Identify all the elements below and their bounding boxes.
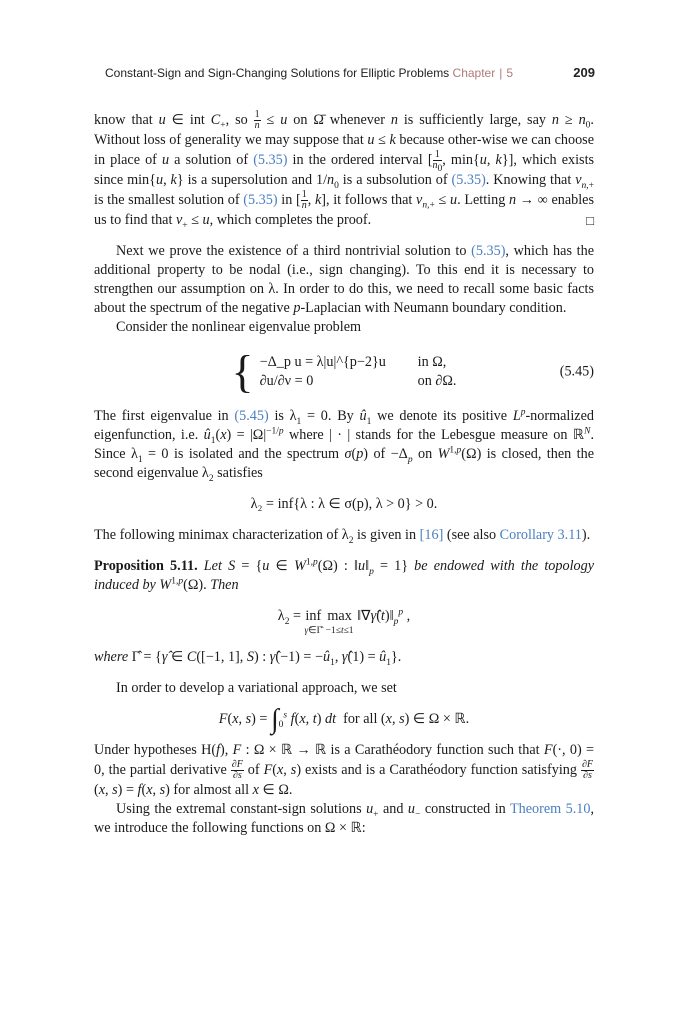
book-title: Constant-Sign and Sign-Changing Solutions for Elliptic Problems bbox=[105, 66, 450, 80]
link-eq-5-35[interactable]: (5.35) bbox=[253, 151, 288, 168]
chapter-label: Chapter bbox=[452, 66, 496, 80]
paragraph-consider: Consider the nonlinear eigenvalue problem bbox=[116, 319, 362, 335]
paragraph-third-solution: Next we prove the existence of a third nontrivial solution to (5.35), which has the additional property to be nodal (i.e., sign changing). To this end it is necessary to strengthen our assumption on λ. In order to do this, we need to recall some basic facts about the spectrum of the negative p-Laplacian with Neumann boundary condition. bbox=[94, 243, 595, 316]
link-corollary-3-11[interactable]: Corollary 3.11 bbox=[499, 527, 582, 543]
chapter-number: 5 bbox=[506, 66, 514, 80]
eq-row2-rhs: on ∂Ω. bbox=[417, 373, 457, 389]
eq-row1-rhs: in Ω, bbox=[417, 354, 447, 370]
page-body bbox=[94, 110, 594, 838]
equation-lambda2-minimax: $\lambda_2$ = inf γ̂∈Γ̂ max −1≤t≤1 $‖\nabla\gammâ(t)‖_p^p$ , bbox=[277, 607, 411, 636]
paragraph-minimax-intro: The following minimax characterization of $\lambda_2$ is given in [16] (see also Corollary 3.11). bbox=[94, 527, 591, 546]
proposition-label: Proposition 5.11. bbox=[94, 558, 198, 574]
qed-symbol: □ bbox=[586, 213, 594, 228]
link-eq-5-35[interactable]: (5.35) bbox=[471, 243, 506, 259]
paragraph-proof-end: know that u ∈ int $C_+$, so $\frac{1}{n}$ ≤ u on Ω̄ whenever n is sufficiently large, say $n \ge n_0$. Without loss of generality we may suppose that u ≤ k because other-wise we can choose in place of u a solution of (5.35) in the ordered interval [ $\frac{1}{n_0}$ , min{u, k}], which exists since min{u, k} is a supersolution and $1/n_0$ is a subsolution of (5.35). Knowing that $v_{n,+}$ is the smallest solution of (5.35) in [ $\frac{1}{n}$ , k], it follows that $v_{n,+} \le u$. Letting n → ∞ enables us to find that $v_+ \le u$, which completes the proof. □ bbox=[94, 109, 595, 231]
eq-row1-lhs: −Δ_p u = λ|u|^{p−2}u bbox=[259, 354, 386, 370]
left-brace: { bbox=[231, 346, 254, 397]
page-number: 209 bbox=[573, 65, 595, 80]
equation-lambda2-def: λ₂ = inf{λ : λ ∈ σ(p), λ > 0} > 0. bbox=[250, 496, 438, 512]
header-separator: | bbox=[499, 66, 503, 80]
header-title bbox=[105, 66, 513, 80]
link-theorem-5-10[interactable]: Theorem 5.10 bbox=[509, 801, 591, 818]
equation-number: (5.45) bbox=[559, 363, 594, 380]
paragraph-variational: In order to develop a variational approach, we set bbox=[116, 680, 397, 696]
link-eq-5-45[interactable]: (5.45) bbox=[234, 408, 269, 424]
equation-5-45 bbox=[94, 346, 594, 397]
paragraph-extremal: Using the extremal constant-sign solutions $u_+$ and $u_-$ constructed in Theorem 5.10, we introduce the following functions on Ω × ℝ: bbox=[94, 801, 594, 837]
equation-F-def: F(x, $s) = \int_0^s$ f(x, t) dt for all (x, s) ∈ Ω × ℝ. bbox=[218, 704, 470, 736]
proposition-5-11: Proposition 5.11. Let S = {u ∈ W$^{1,p}$(Ω) : $‖u‖_p = 1$} be endowed with the topology induced by W$^{1,p}$(Ω). Then bbox=[94, 557, 595, 593]
running-header bbox=[105, 64, 595, 84]
paragraph-hypotheses: Under hypotheses H(f), F : Ω × ℝ → ℝ is a Carathéodory function such that F(·, 0) = 0, the partial derivative $\frac{\partial F}{\partial s}$ of F(x, s) exists and is a Carathéodory function satisfying $\frac{\partial F}{\partial s}$ (x, s) = f(x, s) for almost all x ∈ Ω. bbox=[94, 742, 594, 799]
link-eq-5-35[interactable]: (5.35) bbox=[243, 191, 278, 208]
eq-row2-lhs: ∂u/∂ν = 0 bbox=[259, 373, 314, 389]
cases-system bbox=[231, 346, 457, 397]
proposition-where: where Γ̂ = {γ̂ ∈ C([−1, 1], S) : γ̂(−1) = $-û_1$, γ̂(1) = $û_1$}. bbox=[94, 649, 402, 668]
link-eq-5-35[interactable]: (5.35) bbox=[451, 172, 486, 188]
link-ref-16[interactable]: [16] bbox=[419, 527, 444, 543]
paragraph-first-eigenvalue: The first eigenvalue in (5.45) is $\lambda_1 = 0$. By $û_1$ we denote its positive $L^p$-normalized eigenfunction, i.e. $û_1(x) = |\Omega|^{-1/p}$ where | · | stands for the Lebesgue measure on ℝ$^N$. Since $\lambda_1 = 0$ is isolated and the spectrum σ(p) of $-\Delta_p$ on W$^{1,p}$(Ω) is closed, then the second eigenvalue $\lambda_2$ satisfies bbox=[94, 407, 594, 484]
